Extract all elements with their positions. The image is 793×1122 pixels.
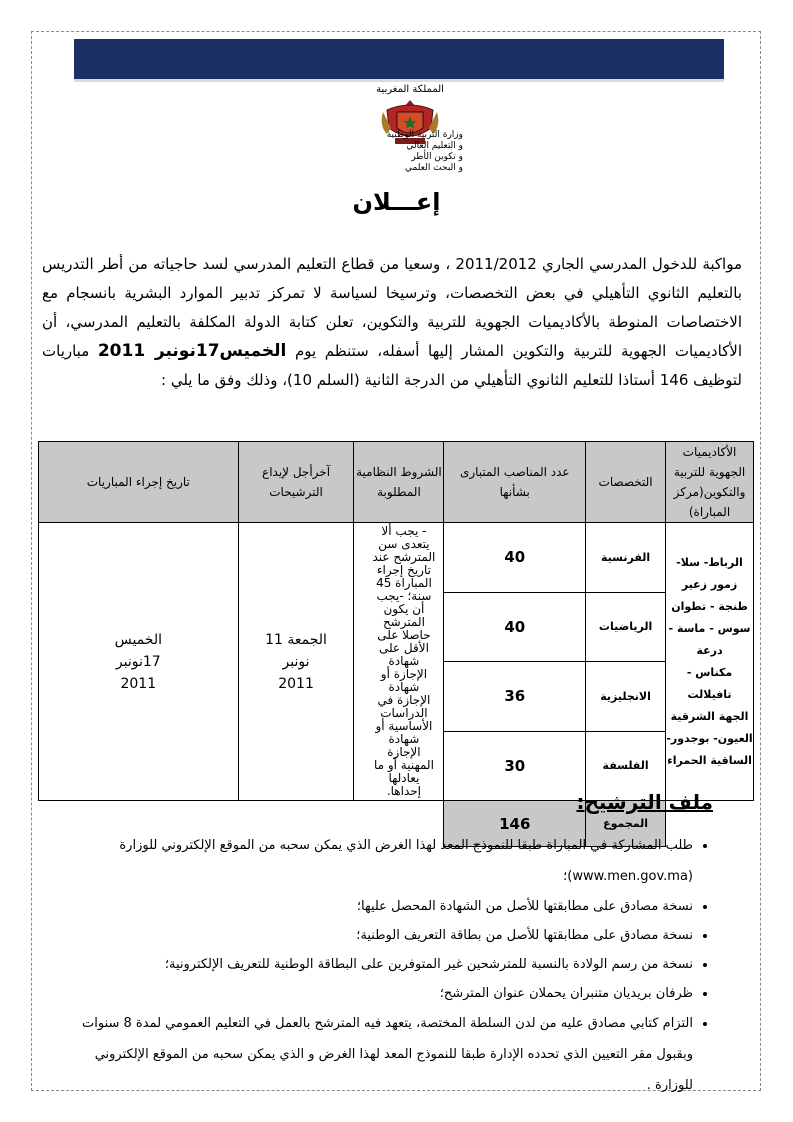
exam-date-line: 17نونبر <box>115 653 161 670</box>
table-row <box>39 523 754 593</box>
total-value-cell: 146 <box>444 801 586 847</box>
dossier-list <box>53 830 711 1101</box>
kingdom-label: المملكة المغربية <box>376 84 444 95</box>
specialty-cell: الرياضيات <box>586 592 666 662</box>
list-item: • نسخة مصادق على مطابقتها للأصل من الشهادة المحصل عليها؛ <box>53 892 693 921</box>
academy-item: الجهة الشرقية <box>670 709 749 723</box>
list-item: • نسخة مصادق على مطابقتها للأصل من بطاقة التعريف الوطنية؛ <box>53 921 693 950</box>
header-specialties: التخصصات <box>586 442 666 523</box>
deadline-cell <box>238 523 354 801</box>
intro-text-part2: مباريات لتوظيف 146 أستاذا للتعليم الثانوي التأهيلي من الدرجة الثانية (السلم 10)، وذلك وفق ما يلي : <box>42 342 742 389</box>
academy-item: العيون- بوجدور- الساقية الحمراء <box>666 731 753 767</box>
header-band <box>74 39 724 79</box>
posts-cell: 36 <box>444 662 586 732</box>
header-posts: عدد المناصب المتبارى بشأنها <box>444 442 586 523</box>
exam-date-line: 2011 <box>120 675 157 692</box>
header-conditions: الشروط النظامية المطلوبة <box>354 442 444 523</box>
deadline-line: الجمعة 11 <box>265 631 327 648</box>
list-item: • ظرفان بريديان متنبران يحملان عنوان المترشح؛ <box>53 979 693 1008</box>
ministry-line: و البحث العلمي <box>405 163 463 173</box>
academy-item: سوس - ماسة - درعة <box>668 621 751 657</box>
recruitment-table <box>38 441 754 847</box>
specialty-cell: الانجليزية <box>586 662 666 732</box>
header-deadline: آخرأجل لإيداع الترشيحات <box>238 442 354 523</box>
specialty-cell: الفرنسية <box>586 523 666 593</box>
academy-item: مكناس - تافيلالت <box>686 665 733 701</box>
header-academies: الأكاديميات الجهوية للتربية والتكوين(مركز المباراة) <box>666 442 754 523</box>
deadline-line: 2011 <box>278 675 314 692</box>
header-band-underline <box>74 79 724 82</box>
ministry-line: وزارة التربية الوطنية <box>386 130 463 140</box>
intro-paragraph <box>42 250 742 395</box>
dossier-title: ملف الترشيح: <box>576 790 713 814</box>
specialty-cell: الفلسفة <box>586 731 666 801</box>
table-header-row <box>39 442 754 523</box>
academies-cell <box>666 523 754 801</box>
list-item: • نسخة من رسم الولادة بالنسبة للمترشحين غير المتوفرين على البطاقة الوطنية للتعريف الإلكترونية؛ <box>53 950 693 979</box>
posts-cell: 30 <box>444 731 586 801</box>
ministry-name <box>343 130 463 174</box>
intro-text-part1: مواكبة للدخول المدرسي الجاري 2011/2012 ، وسعيا من قطاع التعليم المدرسي لسد حاجياته من أطر التدريس بالتعليم الثانوي التأهيلي في بعض التخصصات، وترسيخا لسياسة لا تمركز تدبير الموارد البشرية بانسجام مع الاختصاصات المنوطة بالأكاديميات الجهوية للتربية والتكوين، تعلن كتابة الدولة المكلفة بالتعليم المدرسي، أن الأكاديميات الجهوية للتربية والتكوين المشار إليها أسفله، ستنظم يوم <box>42 255 743 360</box>
academy-item: الرباط- سلا- زمور زعير <box>676 555 743 591</box>
conditions-cell: - يجب ألا يتعدى سن المترشح عند تاريخ إجراء المباراة 45 سنة؛ -يجب أن يكون المترشح حاصلا على الأقل على شهادة الإجازة أو شهادة الإجازة في الدراسات الأساسية أو شهادة الإجازة المهنية أو ما يعادلها إحداها. <box>354 523 444 801</box>
posts-cell: 40 <box>444 523 586 593</box>
list-item: • التزام كتابي مصادق عليه من لدن السلطة المختصة، يتعهد فيه المترشح بالعمل في التعليم العمومي لمدة 8 سنوات وبقبول مقر التعيين الذي تحدده الإدارة طبقا للنموذج المعد لهذا الغرض و الذي يمكن سحبه من الموقع الإلكتروني للوزارة . <box>53 1008 693 1101</box>
deadline-line: نونبر <box>282 653 310 670</box>
ministry-line: و تكوين الأطر <box>411 152 463 162</box>
exam-date-highlight: الخميس17نونبر 2011 <box>97 341 287 361</box>
exam-date-line: الخميس <box>114 631 162 648</box>
exam-date-cell <box>39 523 239 801</box>
academy-item: طنجة - تطوان <box>671 599 748 613</box>
list-item: • طلب المشاركة في المباراة طبقا للنموذج المعد لهذا الغرض الذي يمكن سحبه من الموقع الإلكتروني للوزارة (www.men.gov.ma)؛ <box>53 830 693 892</box>
posts-cell: 40 <box>444 592 586 662</box>
announcement-title: إعـــلان <box>352 188 441 216</box>
ministry-line: و التعليم العالي <box>406 141 463 151</box>
total-label-cell: المجموع <box>586 801 666 847</box>
header-exam-date: تاريخ إجراء المباريات <box>39 442 239 523</box>
